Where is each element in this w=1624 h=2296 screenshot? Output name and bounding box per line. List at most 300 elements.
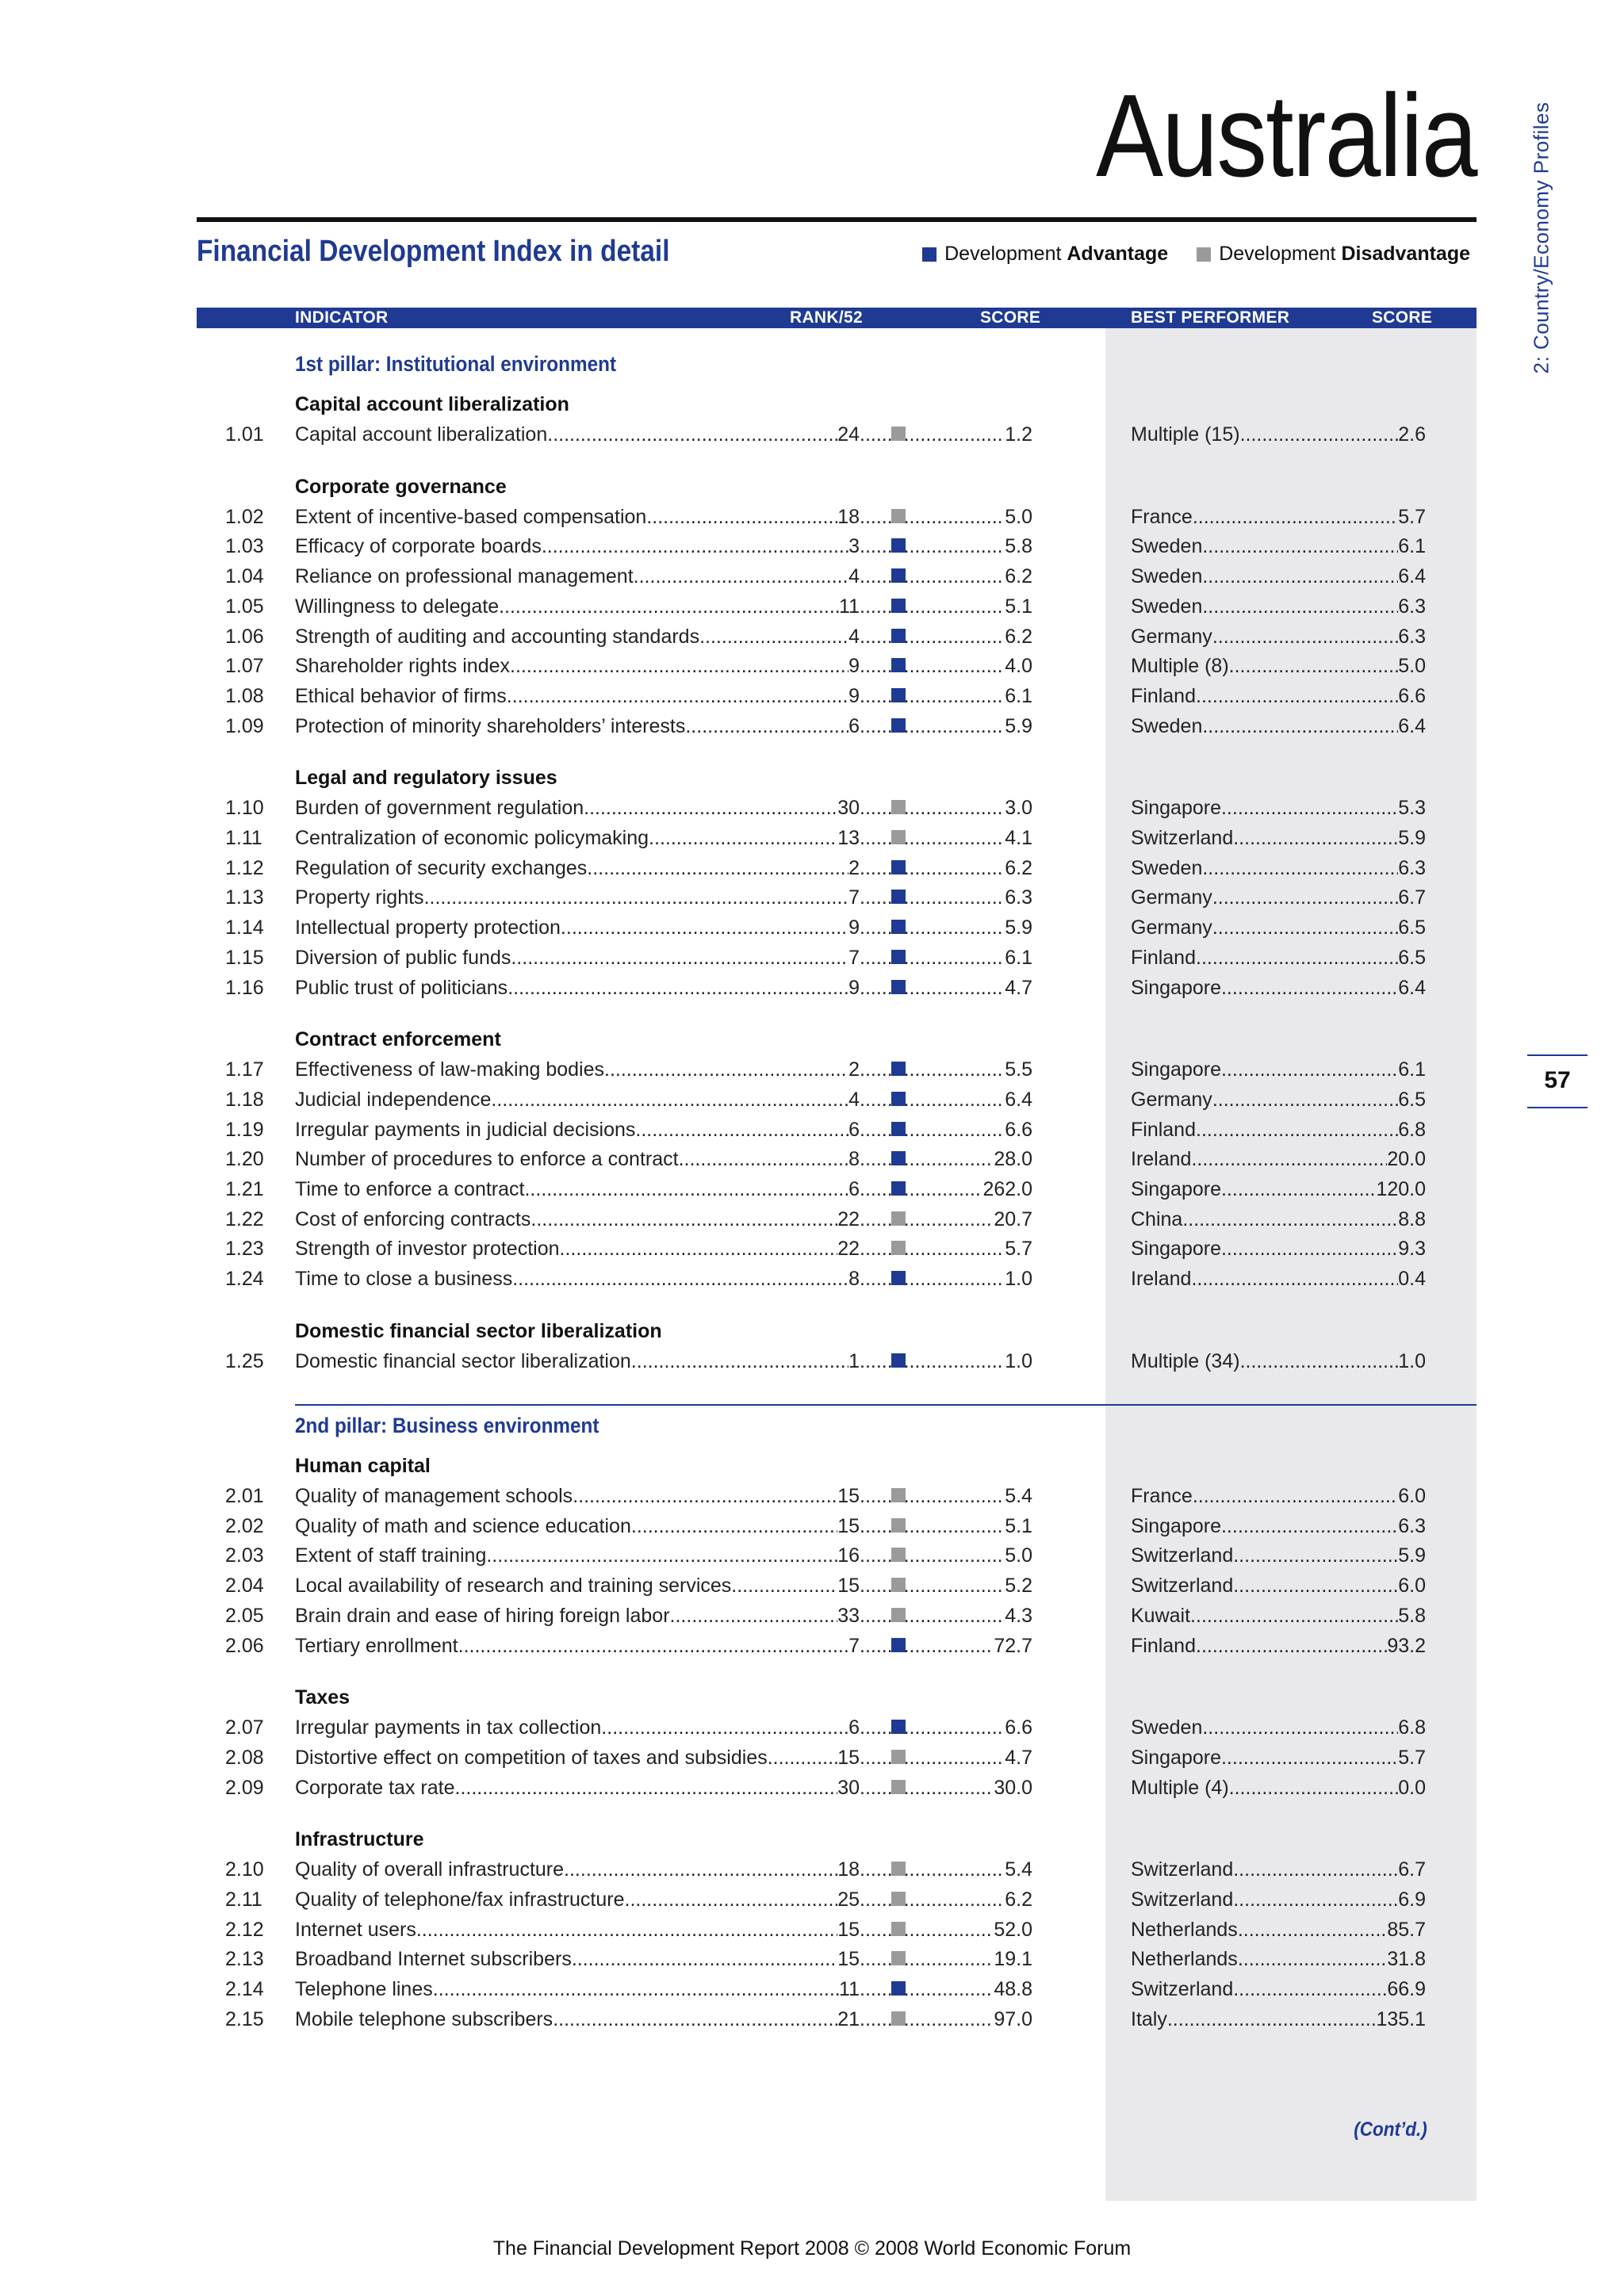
dot-leader xyxy=(1212,626,1398,649)
disadvantage-square-icon xyxy=(891,509,906,523)
indicator-score: 6.2 xyxy=(1005,565,1032,588)
dot-leader xyxy=(491,1089,848,1112)
indicator-rank: 6 xyxy=(848,1716,860,1739)
dot-leader xyxy=(860,1635,994,1658)
best-performer-cell xyxy=(1131,1515,1426,1538)
indicator-name-rank xyxy=(295,1515,860,1538)
indicator-score-cell xyxy=(860,1350,1032,1373)
best-performer-name: Singapore xyxy=(1131,1178,1221,1200)
indicator-name: Quality of math and science education xyxy=(295,1514,631,1537)
dot-leader xyxy=(512,1268,848,1291)
best-performer-score: 8.8 xyxy=(1398,1207,1426,1230)
best-performer-name: Singapore xyxy=(1131,1746,1221,1769)
indicator-rank: 6 xyxy=(848,714,860,737)
legend-advantage xyxy=(944,243,1168,266)
indicator-score-cell xyxy=(860,595,1032,618)
indicator-name-rank xyxy=(295,535,860,558)
indicator-number: 2.15 xyxy=(225,2007,264,2030)
dot-leader xyxy=(1233,1978,1387,2001)
indicator-score-cell xyxy=(860,1208,1032,1231)
disadvantage-square-icon xyxy=(891,1780,906,1794)
dot-leader xyxy=(860,947,1005,970)
best-performer-cell xyxy=(1131,1238,1426,1261)
best-performer-score: 6.1 xyxy=(1398,1058,1426,1081)
indicator-score-cell xyxy=(860,1515,1032,1538)
indicator-score-cell xyxy=(860,423,1032,446)
indicator-score: 6.2 xyxy=(1005,856,1032,879)
best-performer-cell xyxy=(1131,1605,1426,1628)
dot-leader xyxy=(510,655,848,678)
indicator-score: 6.1 xyxy=(1005,684,1032,707)
indicator-score-cell xyxy=(860,1268,1032,1291)
dot-leader xyxy=(768,1747,837,1770)
dot-leader xyxy=(1196,947,1398,970)
indicator-number: 1.22 xyxy=(225,1207,264,1230)
indicator-name-rank xyxy=(295,685,860,708)
indicator-score-cell xyxy=(860,1575,1032,1598)
indicator-score: 6.6 xyxy=(1005,1716,1032,1739)
indicator-name: Willingness to delegate xyxy=(295,595,500,618)
indicator-name: Strength of auditing and accounting standards xyxy=(295,625,700,648)
indicator-name-rank xyxy=(295,1635,860,1658)
dot-leader xyxy=(1221,797,1398,820)
dot-leader xyxy=(860,1119,1005,1142)
indicator-name: Domestic financial sector liberalization xyxy=(295,1349,631,1372)
indicator-number: 1.23 xyxy=(225,1238,264,1261)
best-performer-score: 5.0 xyxy=(1398,655,1426,678)
dot-leader xyxy=(508,977,848,1000)
dot-leader xyxy=(1193,1485,1398,1508)
indicator-name: Quality of telephone/fax infrastructure xyxy=(295,1888,625,1911)
indicator-name-rank xyxy=(295,1178,860,1201)
table-row xyxy=(0,1888,1624,1917)
dot-leader xyxy=(499,595,839,618)
best-performer-score: 120.0 xyxy=(1376,1178,1426,1200)
indicator-score: 5.5 xyxy=(1005,1058,1032,1081)
dot-leader xyxy=(1202,595,1398,618)
indicator-name: Centralization of economic policymaking xyxy=(295,827,649,849)
indicator-name-rank xyxy=(295,857,860,880)
best-performer-score: 6.4 xyxy=(1398,976,1426,999)
dot-leader xyxy=(860,423,1005,446)
indicator-rank: 7 xyxy=(848,946,860,969)
indicator-score: 5.0 xyxy=(1005,505,1032,528)
dot-leader xyxy=(511,947,848,970)
group-title: Corporate governance xyxy=(295,475,507,498)
best-performer-cell xyxy=(1131,1268,1426,1291)
legend-advantage-bold: Advantage xyxy=(1067,243,1169,265)
indicator-name-rank xyxy=(295,1485,860,1508)
best-performer-name: Switzerland xyxy=(1131,1888,1234,1911)
indicator-score: 1.0 xyxy=(1005,1268,1032,1291)
best-performer-score: 2.6 xyxy=(1398,423,1426,446)
best-performer-score: 6.5 xyxy=(1398,916,1426,939)
dot-leader xyxy=(1233,1575,1398,1598)
best-performer-name: Singapore xyxy=(1131,1058,1221,1081)
indicator-number: 2.07 xyxy=(225,1716,264,1739)
indicator-name: Number of procedures to enforce a contract xyxy=(295,1148,679,1171)
indicator-name-rank xyxy=(295,1350,860,1373)
dot-leader xyxy=(860,685,1005,708)
indicator-number: 1.08 xyxy=(225,684,264,707)
table-row xyxy=(0,1575,1624,1603)
indicator-name: Effectiveness of law-making bodies xyxy=(295,1058,605,1081)
dot-leader xyxy=(1238,1948,1388,1971)
best-performer-cell xyxy=(1131,595,1426,618)
disadvantage-square-icon xyxy=(891,1578,906,1592)
table-row xyxy=(0,565,1624,594)
best-performer-score: 6.5 xyxy=(1398,1088,1426,1111)
dot-leader xyxy=(1240,1350,1399,1373)
table-row xyxy=(0,1148,1624,1177)
indicator-name: Internet users xyxy=(295,1918,416,1941)
best-performer-cell xyxy=(1131,1777,1426,1800)
indicator-number: 1.01 xyxy=(225,423,264,446)
best-performer-cell xyxy=(1131,977,1426,1000)
indicator-number: 2.11 xyxy=(225,1888,262,1911)
best-performer-cell xyxy=(1131,1208,1426,1231)
best-performer-score: 6.9 xyxy=(1398,1888,1426,1911)
advantage-square-icon xyxy=(891,599,906,613)
indicator-name: Extent of staff training xyxy=(295,1544,487,1567)
indicator-number: 1.12 xyxy=(225,856,264,879)
indicator-rank: 15 xyxy=(837,1514,860,1537)
dot-leader xyxy=(1221,1178,1376,1201)
dot-leader xyxy=(524,1178,848,1201)
indicator-rank: 2 xyxy=(848,856,860,879)
best-performer-cell xyxy=(1131,1888,1426,1911)
best-performer-score: 5.9 xyxy=(1398,827,1426,849)
best-performer-score: 6.3 xyxy=(1398,856,1426,879)
dot-leader xyxy=(860,1858,1005,1881)
dot-leader xyxy=(860,1888,1005,1911)
dot-leader xyxy=(1191,1148,1387,1171)
dot-leader xyxy=(1182,1208,1398,1231)
best-performer-cell xyxy=(1131,1178,1426,1201)
indicator-score-cell xyxy=(860,685,1032,708)
indicator-name: Capital account liberalization xyxy=(295,423,548,446)
dot-leader xyxy=(685,715,848,738)
indicator-score-cell xyxy=(860,1148,1032,1171)
best-performer-name: Multiple (15) xyxy=(1131,423,1240,446)
indicator-name-rank xyxy=(295,1605,860,1628)
table-row xyxy=(0,535,1624,564)
best-performer-name: Germany xyxy=(1131,1088,1212,1111)
best-performer-name: China xyxy=(1131,1207,1183,1230)
dot-leader xyxy=(860,565,1005,588)
indicator-rank: 4 xyxy=(848,1088,860,1111)
table-row xyxy=(0,626,1624,654)
dot-leader xyxy=(860,1148,994,1171)
indicator-number: 1.17 xyxy=(225,1058,264,1081)
best-performer-name: Finland xyxy=(1131,684,1196,707)
best-performer-score: 0.0 xyxy=(1398,1776,1426,1799)
table-row xyxy=(0,857,1624,886)
indicator-score: 5.4 xyxy=(1005,1858,1032,1881)
pillar-title: 2nd pillar: Business environment xyxy=(295,1414,599,1437)
best-performer-cell xyxy=(1131,626,1426,649)
indicator-rank: 6 xyxy=(848,1178,860,1200)
advantage-square-icon xyxy=(891,1353,906,1368)
header-best-score: SCORE xyxy=(1372,308,1433,327)
dot-leader xyxy=(1212,886,1398,909)
indicator-score-cell xyxy=(860,947,1032,970)
dot-leader xyxy=(860,715,1005,738)
best-performer-score: 5.8 xyxy=(1398,1604,1426,1627)
group-title: Taxes xyxy=(295,1686,350,1709)
table-row xyxy=(0,1058,1624,1087)
indicator-number: 1.25 xyxy=(225,1349,264,1372)
dot-leader xyxy=(1229,1777,1399,1800)
dot-leader xyxy=(433,1978,839,2001)
indicator-name-rank xyxy=(295,1148,860,1171)
best-performer-cell xyxy=(1131,685,1426,708)
legend-advantage-prefix: Development xyxy=(944,243,1067,265)
dot-leader xyxy=(649,827,837,850)
disadvantage-square-icon xyxy=(891,1608,906,1622)
indicator-name: Time to close a business xyxy=(295,1268,513,1291)
table-row xyxy=(0,1515,1624,1544)
dot-leader xyxy=(1233,827,1398,850)
disadvantage-square-icon xyxy=(891,830,906,844)
best-performer-score: 6.1 xyxy=(1398,535,1426,558)
advantage-square-icon xyxy=(891,890,906,904)
legend-disadvantage-bold: Disadvantage xyxy=(1341,243,1470,265)
continued-note: (Cont’d.) xyxy=(1354,2118,1427,2141)
table-row xyxy=(0,2008,1624,2037)
indicator-name: Ethical behavior of firms xyxy=(295,684,507,707)
indicator-rank: 18 xyxy=(837,1858,860,1881)
header-rank: RANK/52 xyxy=(790,308,863,327)
indicator-rank: 22 xyxy=(837,1207,860,1230)
disadvantage-square-icon xyxy=(891,2011,906,2026)
table-row xyxy=(0,685,1624,714)
dot-leader xyxy=(860,886,1005,909)
disadvantage-square-icon xyxy=(891,1518,906,1533)
dot-leader xyxy=(860,1978,994,2001)
dot-leader xyxy=(860,535,1005,558)
side-section-label xyxy=(1526,95,1557,381)
indicator-name-rank xyxy=(295,1716,860,1739)
disadvantage-square-icon xyxy=(1197,247,1211,262)
indicator-name: Efficacy of corporate boards xyxy=(295,535,542,558)
indicator-score-cell xyxy=(860,655,1032,678)
table-header xyxy=(197,308,1477,328)
indicator-number: 1.16 xyxy=(225,976,264,999)
dot-leader xyxy=(1212,916,1398,939)
dot-leader xyxy=(731,1575,837,1598)
indicator-rank: 4 xyxy=(848,565,860,588)
indicator-rank: 16 xyxy=(837,1544,860,1567)
table-row xyxy=(0,1948,1624,1976)
table-row xyxy=(0,1178,1624,1207)
indicator-name-rank xyxy=(295,423,860,446)
indicator-rank: 33 xyxy=(837,1604,860,1627)
dot-leader xyxy=(564,1858,837,1881)
indicator-name: Burden of government regulation xyxy=(295,797,584,820)
table-row xyxy=(0,1485,1624,1513)
indicator-name: Corporate tax rate xyxy=(295,1776,455,1799)
dot-leader xyxy=(455,1777,838,1800)
dot-leader xyxy=(860,1777,994,1800)
best-performer-name: Multiple (34) xyxy=(1131,1349,1240,1372)
table-row xyxy=(0,1544,1624,1573)
dot-leader xyxy=(1196,685,1398,708)
group-title: Legal and regulatory issues xyxy=(295,767,557,790)
best-performer-cell xyxy=(1131,1635,1426,1658)
dot-leader xyxy=(860,857,1005,880)
dot-leader xyxy=(860,1238,1005,1261)
indicator-number: 2.01 xyxy=(225,1485,264,1507)
indicator-name-rank xyxy=(295,655,860,678)
indicator-name-rank xyxy=(295,1948,860,1971)
group-title: Infrastructure xyxy=(295,1828,424,1851)
advantage-square-icon xyxy=(891,1062,906,1076)
indicator-score: 6.1 xyxy=(1005,946,1032,969)
advantage-square-icon xyxy=(891,688,906,702)
indicator-score-cell xyxy=(860,1747,1032,1770)
indicator-score-cell xyxy=(860,535,1032,558)
table-row xyxy=(0,1268,1624,1296)
dot-leader xyxy=(1193,506,1398,529)
indicator-score: 262.0 xyxy=(982,1178,1032,1200)
dot-leader xyxy=(1167,2008,1377,2031)
indicator-name-rank xyxy=(295,886,860,909)
indicator-score-cell xyxy=(860,1119,1032,1142)
best-performer-cell xyxy=(1131,1919,1426,1942)
indicator-score: 5.2 xyxy=(1005,1575,1032,1598)
indicator-name-rank xyxy=(295,827,860,850)
indicator-name: Protection of minority shareholders’ interests xyxy=(295,714,686,737)
best-performer-cell xyxy=(1131,947,1426,970)
dot-leader xyxy=(860,1178,982,1201)
advantage-square-icon xyxy=(891,629,906,643)
indicator-name: Cost of enforcing contracts xyxy=(295,1207,531,1230)
dot-leader xyxy=(1190,1605,1398,1628)
advantage-square-icon xyxy=(891,1092,906,1106)
dot-leader xyxy=(860,1350,1005,1373)
dot-leader xyxy=(635,1119,848,1142)
best-performer-score: 1.0 xyxy=(1398,1349,1426,1372)
indicator-rank: 15 xyxy=(837,1485,860,1507)
table-row xyxy=(0,423,1624,452)
indicator-name: Regulation of security exchanges xyxy=(295,856,588,879)
disadvantage-square-icon xyxy=(891,1548,906,1562)
indicator-score-cell xyxy=(860,1716,1032,1739)
dot-leader xyxy=(1191,1268,1398,1291)
table-row xyxy=(0,1238,1624,1266)
advantage-square-icon xyxy=(891,1638,906,1652)
best-performer-score: 5.7 xyxy=(1398,505,1426,528)
best-performer-name: France xyxy=(1131,505,1193,528)
indicator-name-rank xyxy=(295,595,860,618)
indicator-score: 19.1 xyxy=(994,1948,1032,1971)
table-row xyxy=(0,1716,1624,1745)
indicator-score: 5.7 xyxy=(1005,1238,1032,1261)
table-row xyxy=(0,1350,1624,1379)
best-performer-name: Ireland xyxy=(1131,1148,1192,1171)
best-performer-name: Sweden xyxy=(1131,565,1203,588)
dot-leader xyxy=(1238,1919,1388,1942)
best-performer-name: Sweden xyxy=(1131,535,1203,558)
indicator-score: 4.3 xyxy=(1005,1604,1032,1627)
table-row xyxy=(0,1858,1624,1887)
best-performer-score: 6.6 xyxy=(1398,684,1426,707)
advantage-square-icon xyxy=(891,568,906,583)
advantage-square-icon xyxy=(891,1181,906,1196)
best-performer-score: 6.4 xyxy=(1398,714,1426,737)
indicator-number: 2.05 xyxy=(225,1604,264,1627)
dot-leader xyxy=(1229,655,1399,678)
advantage-square-icon xyxy=(922,247,936,262)
dot-leader xyxy=(860,595,1005,618)
best-performer-name: Finland xyxy=(1131,946,1196,969)
indicator-rank: 22 xyxy=(837,1238,860,1261)
indicator-score: 3.0 xyxy=(1005,797,1032,820)
indicator-number: 1.11 xyxy=(225,827,262,849)
indicator-name-rank xyxy=(295,977,860,1000)
indicator-name-rank xyxy=(295,1119,860,1142)
dot-leader xyxy=(860,1948,994,1971)
best-performer-name: Netherlands xyxy=(1131,1948,1238,1971)
indicator-number: 2.13 xyxy=(225,1948,264,1971)
table-row xyxy=(0,1978,1624,2007)
indicator-name-rank xyxy=(295,1747,860,1770)
disadvantage-square-icon xyxy=(891,800,906,814)
dot-leader xyxy=(860,1208,994,1231)
dot-leader xyxy=(1233,1888,1398,1911)
legend-disadvantage xyxy=(1219,243,1470,266)
indicator-name: Irregular payments in judicial decisions xyxy=(295,1118,636,1141)
indicator-number: 2.09 xyxy=(225,1776,264,1799)
advantage-square-icon xyxy=(891,1271,906,1285)
indicator-name-rank xyxy=(295,1777,860,1800)
table-row xyxy=(0,506,1624,534)
indicator-name-rank xyxy=(295,715,860,738)
indicator-rank: 6 xyxy=(848,1118,860,1141)
indicator-rank: 24 xyxy=(837,423,860,446)
best-performer-cell xyxy=(1131,1089,1426,1112)
disadvantage-square-icon xyxy=(891,1241,906,1255)
indicator-score: 6.6 xyxy=(1005,1118,1032,1141)
indicator-name: Extent of incentive-based compensation xyxy=(295,505,647,528)
best-performer-cell xyxy=(1131,1148,1426,1171)
indicator-number: 1.13 xyxy=(225,886,264,909)
indicator-score: 6.3 xyxy=(1005,886,1032,909)
dot-leader xyxy=(860,655,1005,678)
advantage-square-icon xyxy=(891,1122,906,1136)
best-performer-cell xyxy=(1131,1485,1426,1508)
indicator-score: 52.0 xyxy=(994,1918,1032,1941)
indicator-name-rank xyxy=(295,916,860,939)
disadvantage-square-icon xyxy=(891,1892,906,1906)
indicator-name-rank xyxy=(295,947,860,970)
best-performer-name: Finland xyxy=(1131,1634,1196,1657)
best-performer-name: Singapore xyxy=(1131,797,1221,820)
best-performer-cell xyxy=(1131,1858,1426,1881)
dot-leader xyxy=(604,1058,848,1081)
best-performer-score: 66.9 xyxy=(1387,1978,1426,2001)
indicator-rank: 11 xyxy=(839,1978,860,2001)
indicator-rank: 7 xyxy=(848,1634,860,1657)
indicator-score: 1.2 xyxy=(1005,423,1032,446)
best-performer-name: Germany xyxy=(1131,916,1212,939)
advantage-square-icon xyxy=(891,860,906,874)
indicator-name-rank xyxy=(295,1544,860,1567)
dot-leader xyxy=(1202,715,1398,738)
indicator-score-cell xyxy=(860,2008,1032,2031)
dot-leader xyxy=(1202,565,1398,588)
